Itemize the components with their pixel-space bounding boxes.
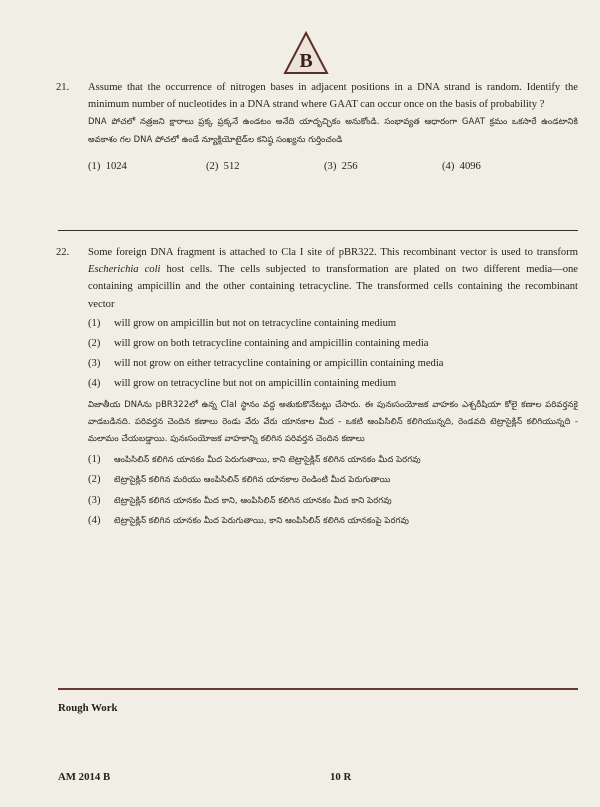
option-text: ఆంపిసిలిన్ కలిగిన యానకం మీద పెరుగుతాయి, కాని టెట్రాసైక్లిన్ కలిగిన యానకం మీద పెరగవు [114, 454, 421, 465]
telugu-options [58, 451, 578, 529]
question-22 [58, 244, 578, 529]
option-text: 512 [223, 160, 240, 172]
question-text-part: Some foreign DNA fragment is attached to Cla I site of pBR322. This recombinant vector is used to transform [88, 247, 578, 258]
option-label: (4) [88, 378, 101, 390]
option-text: will grow on tetracycline but not on ampicillin containing medium [114, 378, 397, 390]
option-4[interactable] [442, 158, 560, 175]
telugu-option-1[interactable] [58, 451, 578, 468]
organism-name: Escherichia coli [88, 264, 161, 276]
option-label: (4) [88, 514, 101, 526]
telugu-option-2[interactable] [58, 471, 578, 488]
option-1[interactable] [88, 158, 206, 175]
option-label: (4) [442, 160, 455, 172]
option-label: (2) [206, 160, 219, 172]
set-code-badge [282, 30, 330, 76]
telugu-option-4[interactable] [58, 512, 578, 529]
option-2[interactable] [206, 158, 324, 175]
option-text: టెట్రాసైక్లిన్ కలిగిన యానకం మీద కాని, ఆంపిసిలిన్ కలిగిన యానకం మీద కాని పెరగవు [114, 494, 392, 505]
option-text: will not grow on either tetracycline containing or ampicillin containing media [114, 358, 444, 370]
option-label: (2) [88, 338, 101, 350]
option-3[interactable] [58, 355, 578, 372]
question-text-telugu: DNA పోచలో నత్రజని క్షారాలు ప్రక్క ప్రక్కనే ఉండటం అనేది యాదృచ్ఛికం అనుకోండి. సంభావ్యత ఆధారంగా GAAT క్రమం ఒకసారే ఉండటానికి అవకాశం గల DNA పోచలో ఉండే న్యూక్లియోటైడ్‌ల కనిష్ఠ సంఖ్యను గుర్తించండి [88, 116, 578, 144]
option-label: (1) [88, 160, 101, 172]
rough-work-label: Rough Work [58, 702, 118, 714]
option-3[interactable] [324, 158, 442, 175]
question-text-part: host cells. The cells subjected to transformation are plated on two different media—one containing ampicillin and the other containing tetracycline. The transformed cells containing the recombinant vector [88, 264, 578, 310]
option-text: టెట్రాసైక్లిన్ కలిగిన మరియు ఆంపిసిలిన్ కలిగిన యానకాల రెండింటి మీద పెరుగుతాయి [114, 474, 391, 485]
option-text: 1024 [105, 160, 127, 172]
option-2[interactable] [58, 335, 578, 352]
english-options [58, 315, 578, 393]
option-label: (1) [88, 317, 101, 329]
question-text: Assume that the occurrence of nitrogen bases in adjacent positions in a DNA strand is random. Identify the minimum number of nucleotides in a DNA strand where GAAT can occur once on the basis of probability ? [88, 82, 578, 111]
rough-work-divider [58, 688, 578, 690]
set-code-letter: B [299, 50, 313, 72]
option-label: (1) [88, 454, 101, 466]
option-1[interactable] [58, 315, 578, 332]
telugu-option-3[interactable] [58, 492, 578, 509]
paper-code: AM 2014 B [58, 771, 111, 783]
question-divider [58, 230, 578, 231]
option-label: (3) [88, 494, 101, 506]
option-text: will grow on ampicillin but not on tetracycline containing medium [114, 317, 397, 329]
option-text: 256 [341, 160, 358, 172]
question-text [58, 244, 578, 313]
option-4[interactable] [58, 375, 578, 392]
option-row [58, 158, 578, 175]
option-text: will grow on both tetracycline containing and ampicillin containing media [114, 338, 429, 350]
option-label: (3) [88, 358, 101, 370]
option-text: 4096 [459, 160, 481, 172]
question-number: 22. [56, 247, 70, 258]
option-label: (2) [88, 474, 101, 486]
page-number: 10 R [330, 771, 352, 783]
question-21 [58, 79, 578, 175]
question-number: 21. [56, 82, 70, 93]
option-label: (3) [324, 160, 337, 172]
question-text-telugu: విజాతీయ DNAను pBR322లో ఉన్న ClaI స్థానం వద్ద అతుకుకొనేటట్లు చేసారు. ఈ పునఃసంయోజక వాహకం ఎశ్చరీషియా కోలై కణాల పరివర్తనకై వాడబడినది. పరివర్తన చెందిన కణాలు రెండు వేరు వేరు యానకాల మీద - ఒకటి ఆంపిసిలిన్ కలిగియున్నది, రెండవది టెట్రాసైక్లిన్ కలిగియున్నది - మలామం చేయబడ్డాయి. పునఃసంయోజక వాహకాన్ని కలిగిన పరివర్తన చెందిన కణాలు [88, 398, 578, 444]
option-text: టెట్రాసైక్లిన్ కలిగిన యానకం మీద పెరుగుతాయి, కాని ఆంపిసిలిన్ కలిగిన యానకంపై పెరగవు [114, 514, 409, 525]
